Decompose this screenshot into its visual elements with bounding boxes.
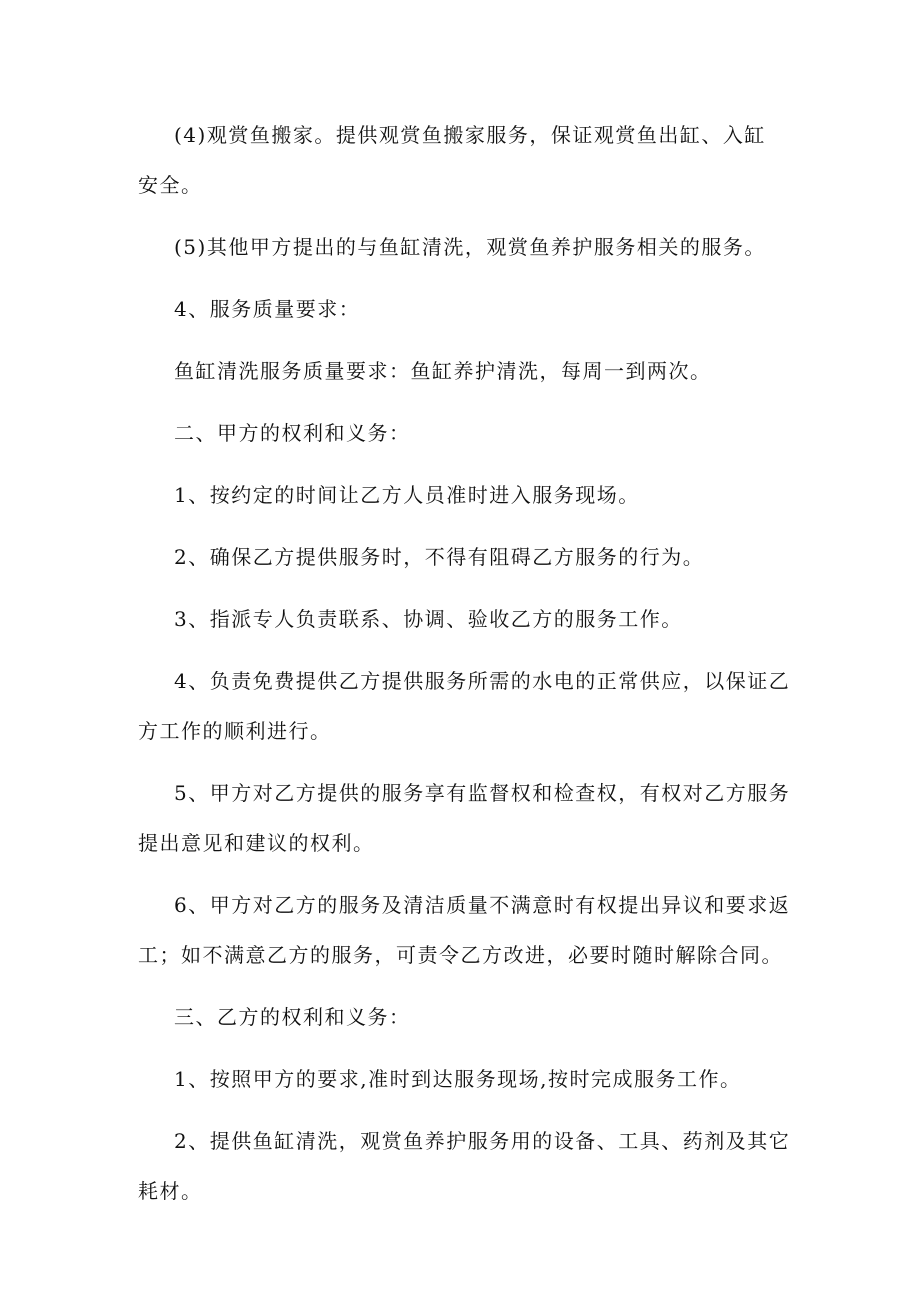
paragraph-item-5-other-services — [138, 222, 788, 272]
paragraph-line: 工；如不满意乙方的服务，可责令乙方改进，必要时随时解除合同。 — [138, 943, 783, 967]
paragraph-line: 4、负责免费提供乙方提供服务所需的水电的正常供应，以保证乙 — [174, 669, 791, 693]
paragraph-item-4-fish-moving — [138, 110, 788, 210]
paragraph-line: 2、确保乙方提供服务时，不得有阻碍乙方服务的行为。 — [174, 545, 705, 569]
paragraph-line: 4、服务质量要求： — [174, 297, 361, 321]
paragraph-line: 提出意见和建议的权利。 — [138, 831, 375, 855]
paragraph-party-a-6 — [138, 880, 791, 980]
paragraph-line: 6、甲方对乙方的服务及清洁质量不满意时有权提出异议和要求返 — [174, 893, 791, 917]
paragraph-line: 安全。 — [138, 173, 203, 197]
paragraph-party-a-2 — [138, 532, 788, 582]
paragraph-party-b-2 — [138, 1116, 791, 1216]
paragraph-line: 5、甲方对乙方提供的服务享有监督权和检查权，有权对乙方服务 — [174, 781, 791, 805]
paragraph-party-a-4 — [138, 656, 791, 756]
paragraph-line: 3、指派专人负责联系、协调、验收乙方的服务工作。 — [174, 607, 683, 631]
paragraph-party-a-3 — [138, 594, 788, 644]
paragraph-line: 1、按约定的时间让乙方人员准时进入服务现场。 — [174, 483, 640, 507]
paragraph-party-b-1 — [138, 1054, 788, 1104]
section-heading-service-quality — [138, 284, 788, 334]
paragraph-line: 耗材。 — [138, 1179, 203, 1203]
paragraph-party-a-1 — [138, 470, 788, 520]
section-heading-party-b-rights — [138, 992, 788, 1042]
section-heading-party-a-rights — [138, 408, 788, 458]
paragraph-line: 三、乙方的权利和义务： — [174, 1005, 411, 1029]
paragraph-line: 2、提供鱼缸清洗，观赏鱼养护服务用的设备、工具、药剂及其它 — [174, 1129, 791, 1153]
paragraph-line: (4)观赏鱼搬家。提供观赏鱼搬家服务，保证观赏鱼出缸、入缸 — [174, 123, 766, 147]
paragraph-line: 鱼缸清洗服务质量要求：鱼缸养护清洗，每周一到两次。 — [174, 359, 712, 383]
document-body — [138, 110, 791, 1216]
paragraph-line: 二、甲方的权利和义务： — [174, 421, 411, 445]
paragraph-quality-requirement — [138, 346, 788, 396]
paragraph-party-a-5 — [138, 768, 791, 868]
paragraph-line: 方工作的顺利进行。 — [138, 719, 332, 743]
paragraph-line: 1、按照甲方的要求,准时到达服务现场,按时完成服务工作。 — [174, 1067, 742, 1091]
paragraph-line: (5)其他甲方提出的与鱼缸清洗，观赏鱼养护服务相关的服务。 — [174, 235, 766, 259]
